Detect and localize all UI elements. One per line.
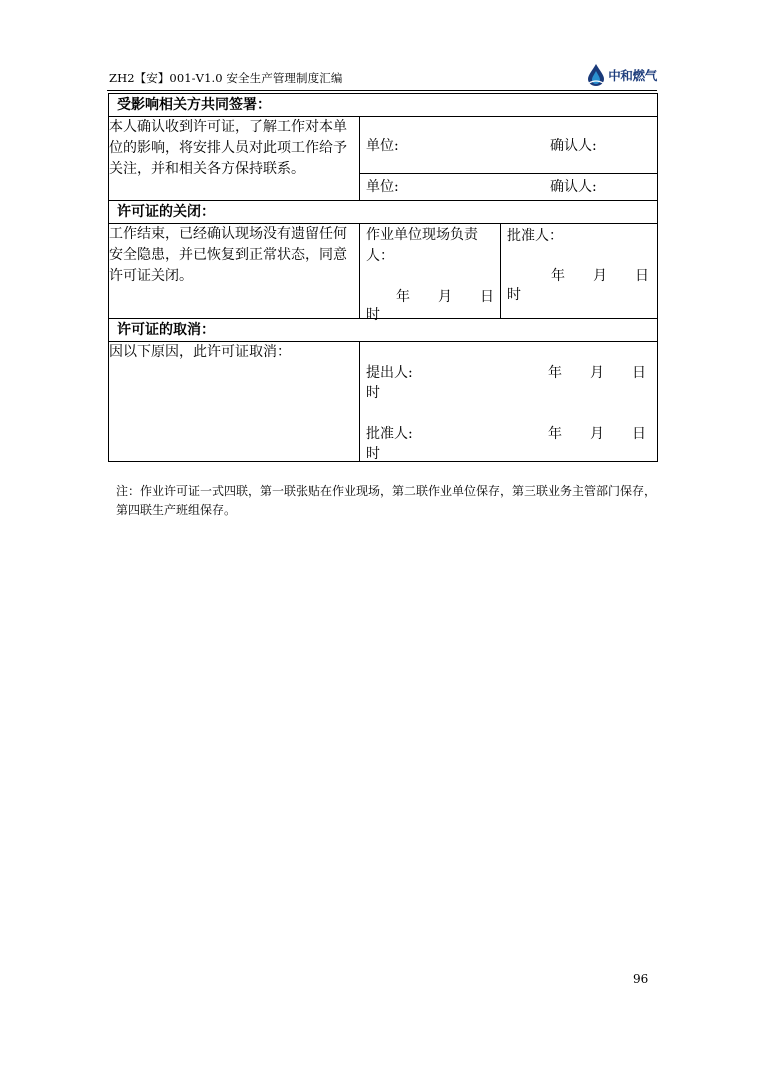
cancel-approver-time: 时 bbox=[366, 446, 380, 462]
section-title-closure: 许可证的关闭： bbox=[109, 201, 658, 224]
cancel-reason: 因以下原因，此许可证取消： bbox=[109, 342, 360, 462]
closure-statement: 工作结束，已经确认现场没有遗留任何安全隐患，并已恢复到正常状态，同意许可证关闭。 bbox=[109, 224, 360, 319]
doc-code: ZH2【安】001-V1.0 安全生产管理制度汇编 bbox=[109, 71, 343, 85]
confirm-label-2: 确认人: bbox=[550, 179, 597, 195]
footnote: 注：作业许可证一式四联，第一联张贴在作业现场，第二联作业单位保存，第三联业务主管部门保存，第四联生产班组保存。 bbox=[116, 484, 657, 517]
affected-statement: 本人确认收到许可证，了解工作对本单位的影响，将安排人员对此项工作给予关注，并和相关各方保持联系。 bbox=[109, 117, 360, 201]
proposer-time: 时 bbox=[366, 385, 380, 401]
section-title-cancel: 许可证的取消： bbox=[109, 319, 658, 342]
logo-text: 中和燃气 bbox=[608, 68, 657, 83]
closure-approver-time: 时 bbox=[507, 287, 521, 303]
proposer-label: 提出人: bbox=[366, 365, 413, 381]
permit-signoff-table bbox=[108, 93, 658, 462]
page-number: 96 bbox=[633, 972, 649, 986]
closure-approver-date: 年 月 日 bbox=[551, 268, 649, 284]
cancel-approver-label: 批准人: bbox=[366, 426, 413, 442]
cancel-approver-date: 年 月 日 bbox=[548, 426, 646, 442]
proposer-date: 年 月 日 bbox=[548, 365, 646, 381]
company-logo bbox=[586, 62, 657, 88]
closure-approver-label: 批准人： bbox=[507, 228, 563, 244]
unit-label-2: 单位: bbox=[366, 179, 399, 195]
cancel-signatures bbox=[360, 342, 658, 462]
site-leader-label: 作业单位现场负责人： bbox=[366, 227, 478, 264]
confirm-label-1: 确认人: bbox=[550, 138, 597, 154]
section-title-affected: 受影响相关方共同签署： bbox=[109, 94, 658, 117]
flame-drop-icon bbox=[586, 63, 606, 87]
affected-signature-2 bbox=[360, 174, 658, 201]
site-leader-date: 年 月 日 bbox=[396, 289, 494, 305]
closure-approver bbox=[501, 224, 658, 319]
page-header bbox=[107, 62, 657, 91]
unit-label-1: 单位: bbox=[366, 138, 399, 154]
site-leader-time: 时 bbox=[366, 307, 380, 323]
affected-signature-1 bbox=[360, 117, 658, 174]
closure-site-leader bbox=[360, 224, 501, 323]
